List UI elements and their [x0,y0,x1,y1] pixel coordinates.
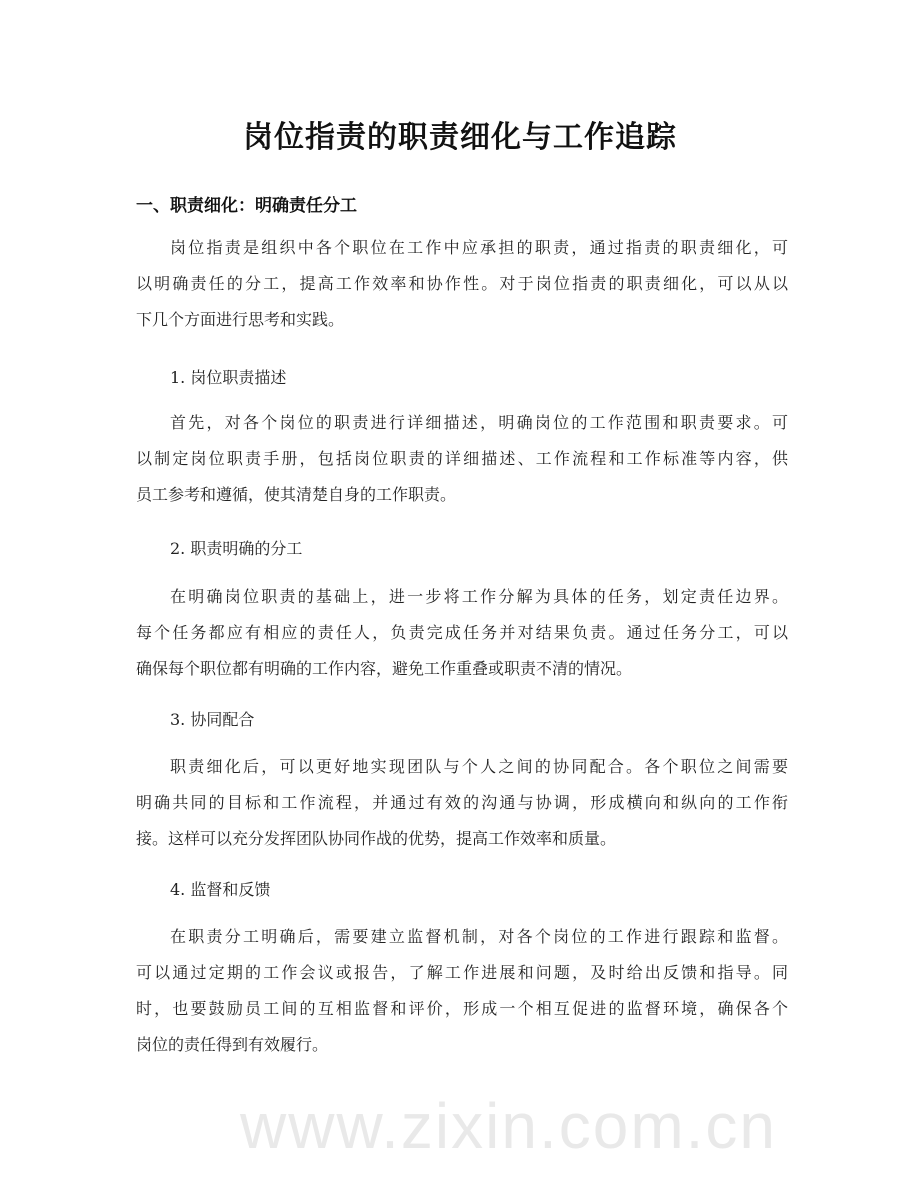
item-paragraph-1 [136,405,788,513]
paragraph-line: 确保每个职位都有明确的工作内容，避免工作重叠或职责不清的情况。 [136,659,633,678]
item-paragraph-2 [136,579,788,687]
paragraph-line: 以制定岗位职责手册，包括岗位职责的详细描述、工作流程和工作标准等内容，供 [136,449,788,468]
paragraph-line: 岗位的责任得到有效履行。 [136,1035,329,1054]
paragraph-line: 职责细化后，可以更好地实现团队与个人之间的协同配合。各个职位之间需要 [170,757,788,776]
paragraph-line: 每个任务都应有相应的责任人，负责完成任务并对结果负责。通过任务分工，可以 [136,623,788,642]
paragraph-line: 在明确岗位职责的基础上，进一步将工作分解为具体的任务，划定责任边界。 [170,587,788,606]
item-paragraph-4 [136,919,788,1063]
paragraph-line: 岗位指责是组织中各个职位在工作中应承担的职责，通过指责的职责细化，可 [170,238,788,257]
item-heading-3: 3. 协同配合 [170,710,255,729]
paragraph-line: 接。这样可以充分发挥团队协同作战的优势，提高工作效率和质量。 [136,829,617,848]
paragraph-line: 首先，对各个岗位的职责进行详细描述，明确岗位的工作范围和职责要求。可 [170,413,788,432]
section-heading: 一、职责细化：明确责任分工 [136,196,357,216]
item-heading-2: 2. 职责明确的分工 [170,539,303,558]
paragraph-line: 明确共同的目标和工作流程，并通过有效的沟通与协调，形成横向和纵向的工作衔 [136,793,788,812]
paragraph-line: 以明确责任的分工，提高工作效率和协作性。对于岗位指责的职责细化，可以从以 [136,274,788,293]
item-paragraph-3 [136,749,788,857]
document-title: 岗位指责的职责细化与工作追踪 [243,120,677,155]
item-heading-1: 1. 岗位职责描述 [170,368,287,387]
watermark: www.zixin.com.cn [240,1090,777,1162]
paragraph-line: 时，也要鼓励员工间的互相监督和评价，形成一个相互促进的监督环境，确保各个 [136,999,788,1018]
intro-paragraph [136,230,788,338]
paragraph-line: 员工参考和遵循，使其清楚自身的工作职责。 [136,485,457,504]
paragraph-line: 可以通过定期的工作会议或报告，了解工作进展和问题，及时给出反馈和指导。同 [136,963,788,982]
paragraph-line: 下几个方面进行思考和实践。 [136,310,345,329]
paragraph-line: 在职责分工明确后，需要建立监督机制，对各个岗位的工作进行跟踪和监督。 [170,927,788,946]
item-heading-4: 4. 监督和反馈 [170,880,271,899]
